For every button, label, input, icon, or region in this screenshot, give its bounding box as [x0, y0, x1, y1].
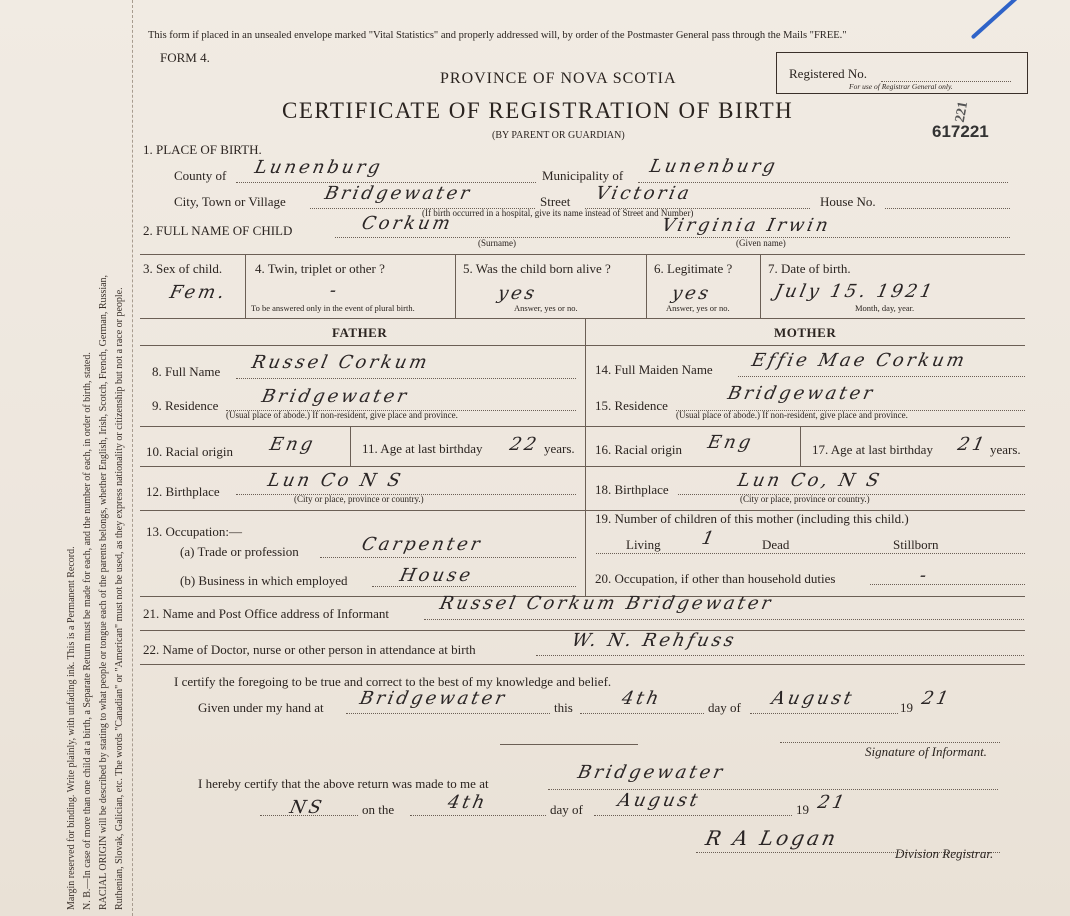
- mother-birthplace-value: Lun Co, N S: [735, 470, 884, 491]
- mother-name-label: 14. Full Maiden Name: [595, 362, 713, 377]
- father-racial-bottom-rule: [140, 466, 585, 467]
- details-divider-2: [455, 254, 456, 318]
- province-title: PROVINCE OF NOVA SCOTIA: [440, 70, 677, 87]
- father-age-unit: years.: [544, 441, 575, 456]
- sex-value: Fem.: [167, 282, 230, 303]
- twin-label: 4. Twin, triplet or other ?: [255, 261, 385, 276]
- father-business-value: House: [397, 565, 476, 586]
- registrar-note: For use of Registrar General only.: [849, 82, 953, 91]
- registrar-place-line: [548, 789, 998, 790]
- registrar-year-prefix: 19: [796, 802, 809, 817]
- informant-signature-label: Signature of Informant.: [865, 744, 987, 759]
- father-trade-value: Carpenter: [359, 534, 485, 555]
- certify-day-of-label: day of: [708, 700, 741, 715]
- informant-signature-line: [780, 742, 1000, 743]
- registrar-on-the-label: on the: [362, 802, 395, 817]
- city-label: City, Town or Village: [174, 194, 286, 209]
- father-occupation-label: 13. Occupation:—: [146, 524, 243, 539]
- mother-living-label: Living: [626, 537, 661, 552]
- mother-name-line: [738, 376, 1025, 377]
- mother-stillborn-label: Stillborn: [893, 537, 939, 552]
- mother-racial-label: 16. Racial origin: [595, 442, 683, 457]
- county-value: Lunenburg: [252, 157, 385, 178]
- certificate-subtitle: (BY PARENT OR GUARDIAN): [492, 130, 625, 141]
- sex-label: 3. Sex of child.: [143, 261, 223, 276]
- legitimate-value: yes: [669, 283, 714, 304]
- father-age-label: 11. Age at last birthday: [362, 441, 483, 456]
- registrar-statement: I hereby certify that the above return was made to me at: [198, 776, 489, 791]
- stamp-number: 221: [952, 100, 972, 124]
- mother-birthplace-note: (City or place, province or country.): [740, 494, 870, 504]
- county-label: County of: [174, 168, 227, 183]
- doctor-rule: [140, 664, 1025, 665]
- mother-children-label: 19. Number of children of this mother (including this child.): [595, 511, 909, 526]
- child-name-line: [335, 237, 1010, 238]
- mother-occupation-line: [870, 584, 1025, 585]
- father-birthplace-value: Lun Co N S: [265, 470, 406, 491]
- pen-mark: [971, 0, 1018, 39]
- doctor-value: W. N. Rehfuss: [569, 630, 739, 651]
- place-of-birth-heading: 1. PLACE OF BIRTH.: [143, 142, 262, 157]
- doctor-line: [536, 655, 1024, 656]
- mother-racial-value: Eng: [705, 432, 756, 453]
- child-surname: Corkum: [359, 213, 456, 234]
- doctor-label: 22. Name of Doctor, nurse or other person in attendance at birth: [143, 642, 476, 657]
- informant-line: [424, 619, 1024, 620]
- father-residence-label: 9. Residence: [152, 398, 219, 413]
- certify-place-line: [346, 713, 550, 714]
- mother-age-value: 21: [955, 434, 990, 455]
- father-name-label: 8. Full Name: [152, 364, 221, 379]
- father-racial-top-rule: [140, 426, 585, 427]
- father-trade-label: (a) Trade or profession: [180, 544, 299, 559]
- certify-year-value: 21: [919, 688, 954, 709]
- municipality-label: Municipality of: [542, 168, 624, 183]
- division-registrar-label: Division Registrar.: [895, 846, 994, 861]
- certify-this-label: this: [554, 700, 573, 715]
- father-business-label: (b) Business in which employed: [180, 573, 348, 588]
- serial-number: 617221: [932, 122, 989, 141]
- street-label: Street: [540, 194, 571, 209]
- birth-date-value: July 15. 1921: [772, 281, 937, 302]
- mother-living-value: 1: [699, 528, 719, 549]
- certify-day-line: [580, 713, 704, 714]
- mother-age-unit: years.: [990, 442, 1021, 457]
- father-heading: FATHER: [332, 325, 388, 340]
- mother-occupation-label: 20. Occupation, if other than household duties: [595, 571, 836, 586]
- house-number-line: [885, 208, 1010, 209]
- mail-notice: This form if placed in an unsealed envelope marked "Vital Statistics" and properly addressed will, by order of the Postmaster General pass through the Mails "FREE.": [148, 30, 847, 41]
- margin-note-line-4: Ruthenian, Slovak, Galician, etc. The words "Canadian" or "American" must not be used, as they express nationality or citizenship but not a race or people.: [114, 287, 125, 910]
- city-value: Bridgewater: [322, 183, 475, 204]
- child-name-label: 2. FULL NAME OF CHILD: [143, 223, 293, 238]
- registrar-signature: R A Logan: [703, 826, 841, 850]
- father-residence-note: (Usual place of abode.) If non-resident, give place and province.: [226, 410, 458, 420]
- parents-heading-rule: [140, 345, 1025, 346]
- mother-residence-note: (Usual place of abode.) If non-resident, give place and province.: [676, 410, 908, 420]
- registrar-province-value: NS: [287, 797, 327, 818]
- alive-note: Answer, yes or no.: [514, 303, 578, 313]
- certify-year-prefix: 19: [900, 700, 913, 715]
- surname-caption: (Surname): [478, 238, 516, 248]
- birth-date-label: 7. Date of birth.: [768, 261, 851, 276]
- details-bottom-rule: [140, 318, 1025, 319]
- father-business-line: [372, 586, 576, 587]
- informant-label: 21. Name and Post Office address of Informant: [143, 606, 389, 621]
- father-birthplace-rule: [140, 510, 585, 511]
- margin-note-line-2: N. B.—In case of more than one child at a birth, a Separate Return must be made for each, and the number of each, in order of birth, stated.: [82, 352, 93, 910]
- mother-racial-top-rule: [585, 426, 1025, 427]
- legitimate-note: Answer, yes or no.: [666, 303, 730, 313]
- margin-note-line-3: RACIAL ORIGIN will be described by stating to what people or tongue each of the parents belongs, whether English, Irish, Scotch, French, German, Russian,: [98, 274, 109, 910]
- certify-place-value: Bridgewater: [357, 688, 510, 709]
- father-name-value: Russel Corkum: [249, 352, 432, 373]
- registered-label: Registered No.: [789, 66, 867, 81]
- mother-occupation-value: -: [917, 565, 932, 586]
- father-racial-label: 10. Racial origin: [146, 444, 234, 459]
- given-name-caption: (Given name): [736, 238, 786, 248]
- details-divider-4: [760, 254, 761, 318]
- father-birthplace-label: 12. Birthplace: [146, 484, 220, 499]
- twin-value: -: [327, 280, 342, 301]
- father-age-value: 22: [507, 434, 542, 455]
- certify-month-line: [750, 713, 898, 714]
- certify-statement: I certify the foregoing to be true and correct to the best of my knowledge and belief.: [174, 674, 612, 689]
- hospital-note: (If birth occurred in a hospital, give its name instead of Street and Number): [422, 208, 694, 218]
- mother-racial-bottom-rule: [585, 466, 1025, 467]
- alive-value: yes: [495, 283, 540, 304]
- informant-value: Russel Corkum Bridgewater: [437, 593, 776, 614]
- given-under-hand-label: Given under my hand at: [198, 700, 324, 715]
- father-birthplace-note: (City or place, province or country.): [294, 494, 424, 504]
- binding-margin-line: [132, 0, 134, 916]
- street-value: Victoria: [593, 183, 694, 204]
- mother-name-value: Effie Mae Corkum: [749, 350, 970, 371]
- mother-children-line: [596, 553, 1025, 554]
- mother-residence-label: 15. Residence: [595, 398, 668, 413]
- details-top-rule: [140, 254, 1025, 255]
- details-divider-1: [245, 254, 246, 318]
- registered-number-box: [776, 52, 1028, 94]
- birth-date-note: Month, day, year.: [855, 303, 915, 313]
- mother-residence-value: Bridgewater: [725, 383, 878, 404]
- legitimate-label: 6. Legitimate ?: [654, 261, 733, 276]
- registrar-day-value: 4th: [445, 792, 490, 813]
- certify-month-value: August: [769, 688, 857, 709]
- details-divider-3: [646, 254, 647, 318]
- municipality-value: Lunenburg: [647, 156, 780, 177]
- mother-birthplace-label: 18. Birthplace: [595, 482, 669, 497]
- registrar-day-line: [410, 815, 546, 816]
- margin-note-line-1: Margin reserved for binding. Write plainly, with unfading ink. This is a Permanent Record.: [66, 546, 77, 910]
- father-racial-value: Eng: [267, 434, 318, 455]
- child-given-name: Virginia Irwin: [659, 215, 833, 236]
- registrar-day-of-label: day of: [550, 802, 583, 817]
- form-number: FORM 4.: [160, 50, 210, 65]
- registrar-place-value: Bridgewater: [575, 762, 728, 783]
- mother-dead-label: Dead: [762, 537, 790, 552]
- mother-racial-divider: [800, 426, 801, 466]
- certify-day-value: 4th: [619, 688, 664, 709]
- parents-divider: [585, 318, 586, 596]
- signature-short-rule: [500, 744, 638, 745]
- father-trade-line: [320, 557, 576, 558]
- certificate-title: CERTIFICATE OF REGISTRATION OF BIRTH: [282, 98, 794, 123]
- registrar-month-line: [594, 815, 792, 816]
- registrar-month-value: August: [615, 790, 703, 811]
- father-racial-divider: [350, 426, 351, 466]
- father-name-line: [236, 378, 576, 379]
- mother-age-label: 17. Age at last birthday: [812, 442, 933, 457]
- house-number-label: House No.: [820, 194, 876, 209]
- mother-heading: MOTHER: [774, 325, 837, 340]
- twin-note: To be answered only in the event of plural birth.: [251, 303, 415, 313]
- registrar-year-value: 21: [815, 792, 850, 813]
- alive-label: 5. Was the child born alive ?: [463, 261, 611, 276]
- father-residence-value: Bridgewater: [259, 386, 412, 407]
